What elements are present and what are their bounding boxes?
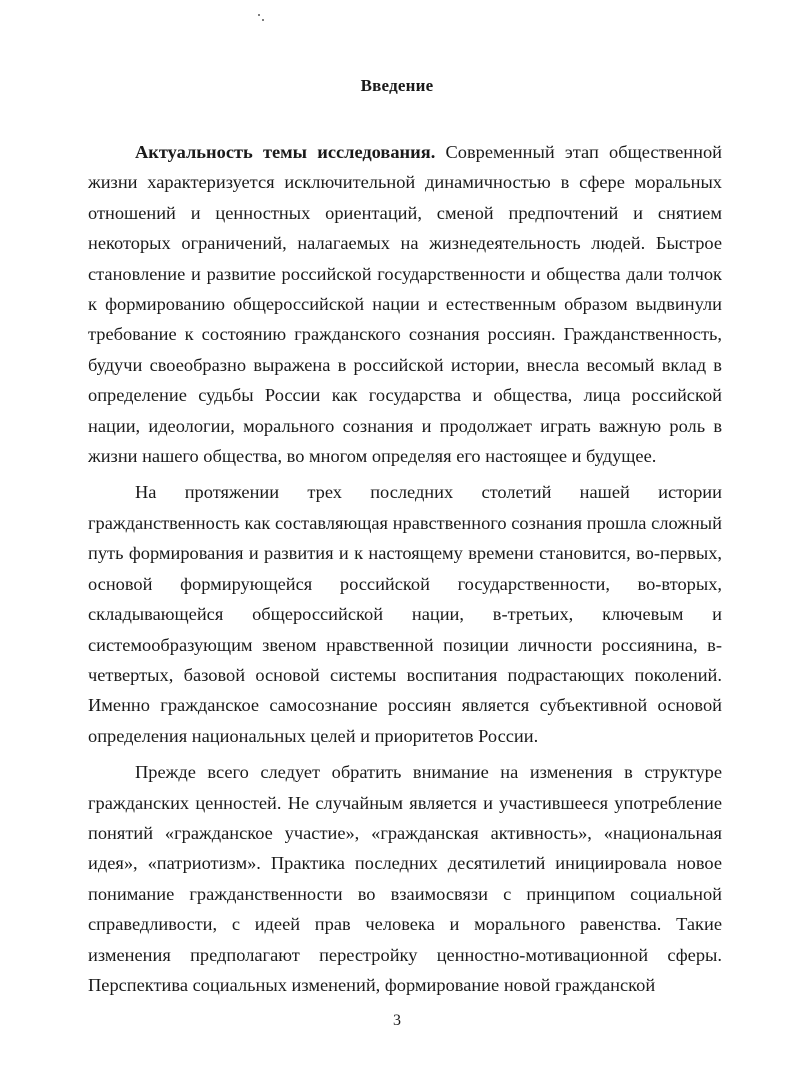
paragraph-3: Прежде всего следует обратить внимание на изменения в структуре гражданских ценностей. Не случайным является и участившееся употребление понятий «гражданское участие», «гражданская активность», «национальная идея», «патриотизм». Практика последних десятилетий инициировала новое понимание гражданственности во взаимосвязи с принципом социальной справедливости, с идеей прав человека и морального равенства. Такие изменения предполагают перестройку ценностно-мотивационной сферы. Перспектива социальных изменений, формирование новой гражданской <box>88 762 722 995</box>
body-text <box>88 137 722 1006</box>
scan-speck <box>258 14 260 16</box>
scan-speck <box>262 19 264 21</box>
paragraph-1 <box>88 137 722 471</box>
paragraph-2: На протяжении трех последних столетий нашей истории гражданственность как составляющая нравственного сознания прошла сложный путь формирования и развития и к настоящему времени становится, во-первых, основой формирующейся российской государственности, во-вторых, складывающейся общероссийской нации, в-третьих, ключевым и системообразующим звеном нравственной позиции личности россиянина, в-четвертых, базовой основой системы воспитания подрастающих поколений. Именно гражданское самосознание россиян является субъективной основой определения национальных целей и приоритетов России. <box>88 482 722 746</box>
paragraph-lead: Актуальность темы исследования. <box>135 142 436 162</box>
paragraph-text: Современный этап общественной жизни характеризуется исключительной динамичностью в сфере моральных отношений и ценностных ориентаций, сменой предпочтений и снятием некоторых ограничений, налагаемых на жизнедеятельность людей. Быстрое становление и развитие российской государственности и общества дали толчок к формированию общероссийской нации и естественным образом выдвинули требование к состоянию гражданского сознания россиян. Гражданственность, будучи своеобразно выражена в российской истории, внесла весомый вклад в определение судьбы России как государства и общества, лица российской нации, идеологии, морального сознания и продолжает играть важную роль в жизни нашего общества, во многом определяя его настоящее и будущее. <box>88 142 723 467</box>
page-number: 3 <box>393 1012 401 1029</box>
section-title: Введение <box>360 76 434 95</box>
